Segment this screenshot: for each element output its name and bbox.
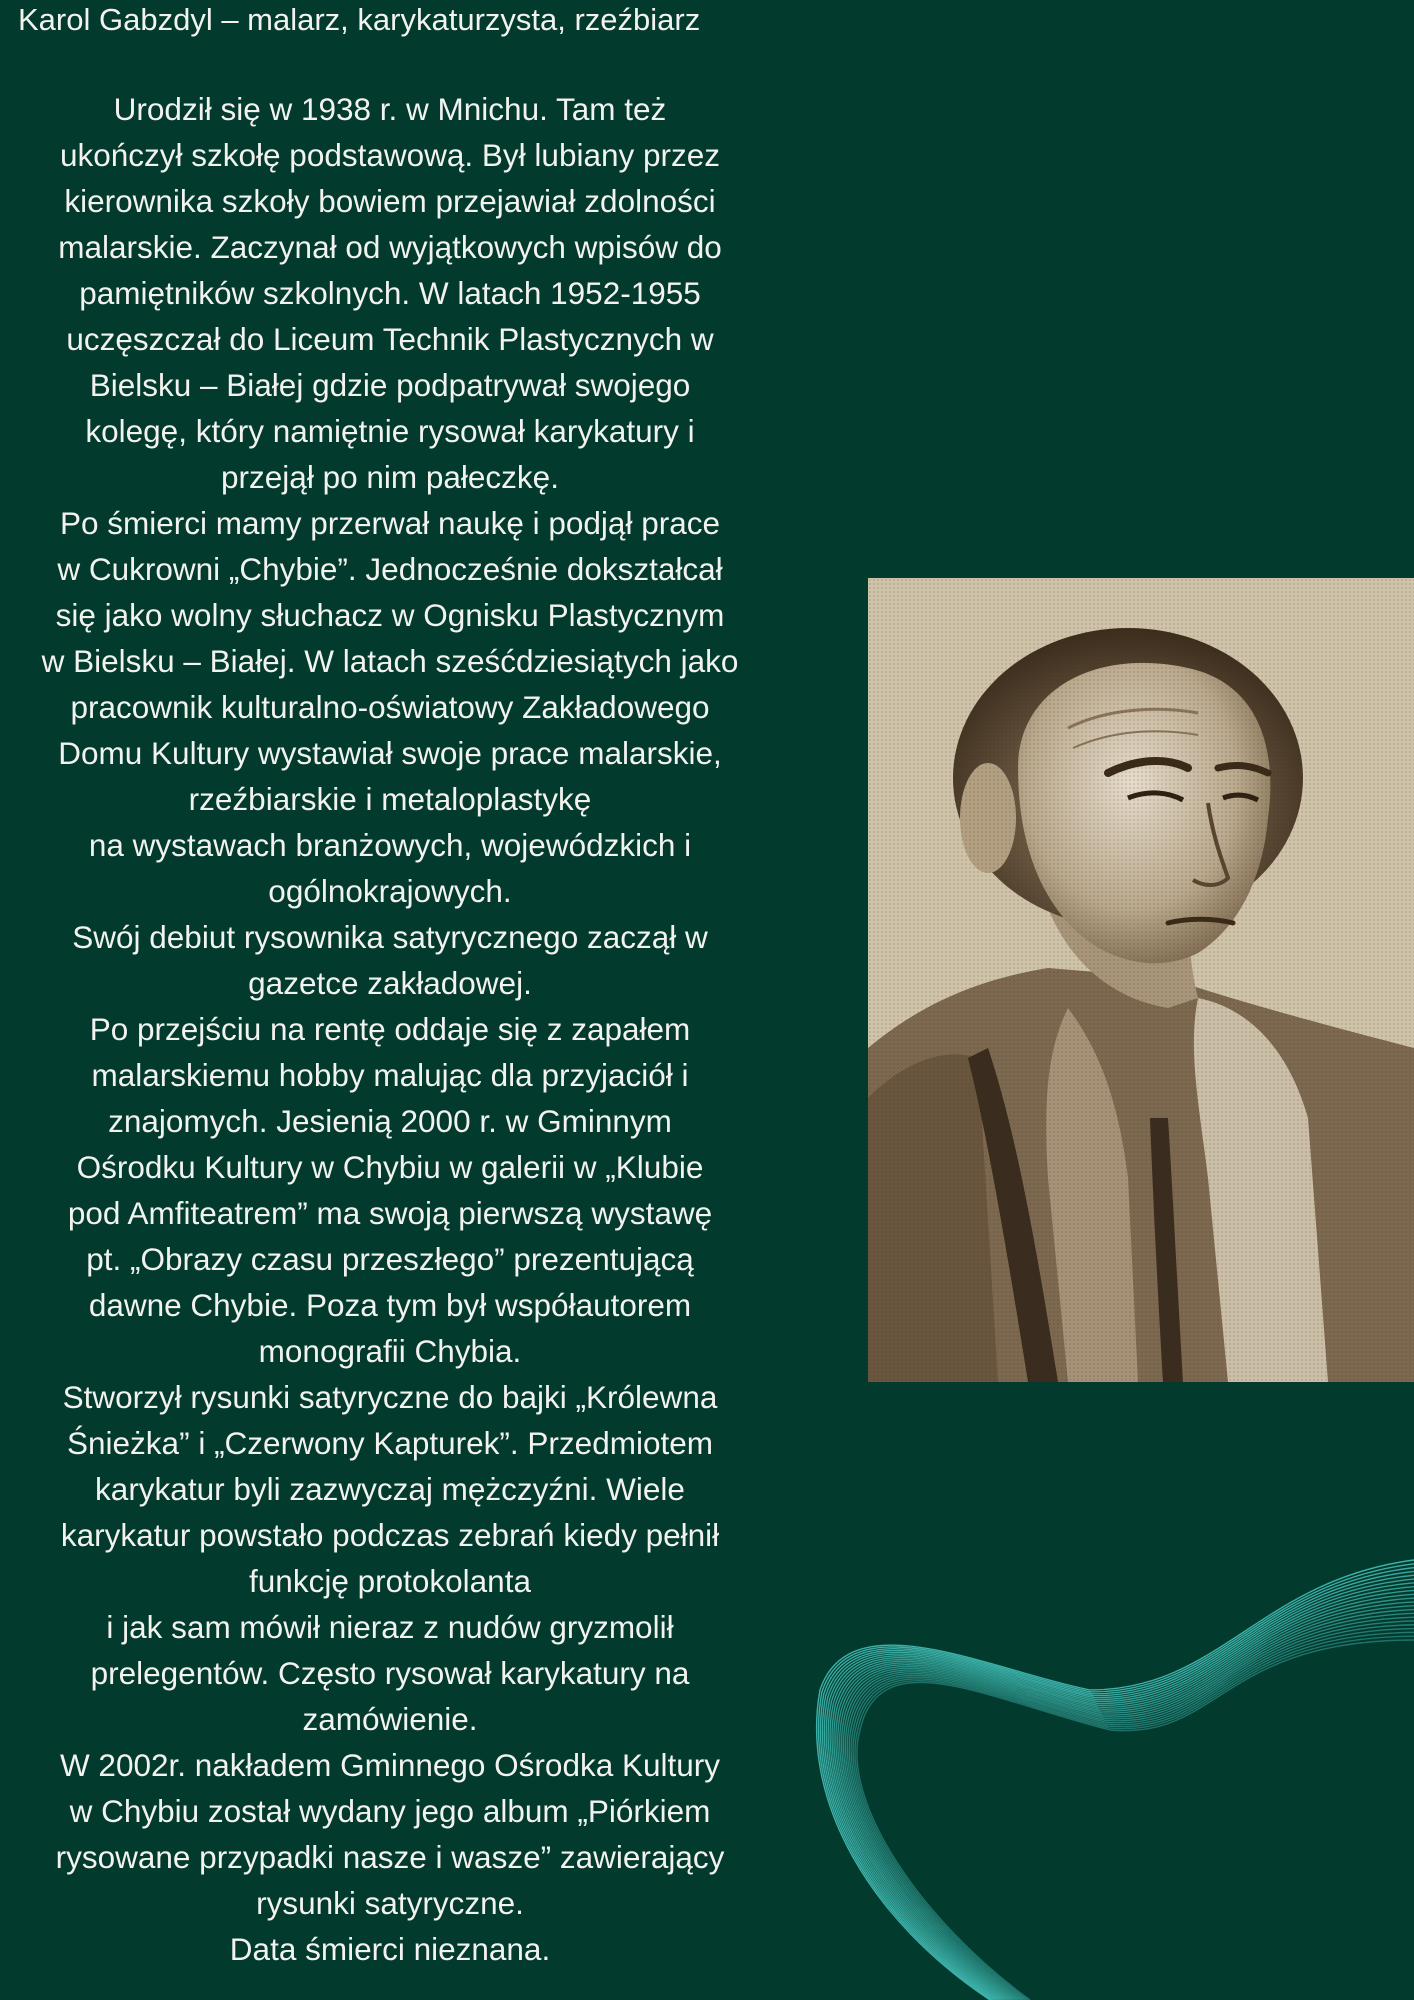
text-line: pt. „Obrazy czasu przeszłego” prezentującą [86, 1241, 694, 1277]
text-line: Po śmierci mamy przerwał naukę i podjął prace [59, 505, 720, 541]
text-line: Stworzył rysunki satyryczne do bajki „Królewna [62, 1379, 718, 1415]
text-line: ogólnokrajowych. [268, 873, 512, 909]
text-line: pracownik kulturalno-oświatowy Zakładowego [70, 689, 710, 725]
text-line: rzeźbiarskie i metaloplastykę [188, 781, 592, 817]
decorative-waves [790, 1500, 1414, 2000]
text-line: pamiętników szkolnych. W latach 1952-1955 [79, 275, 701, 311]
text-line: gazetce zakładowej. [248, 965, 532, 1001]
text-line: w Chybiu został wydany jego album „Piórkiem [69, 1793, 711, 1829]
text-line: Bielsku – Białej gdzie podpatrywał swojego [89, 367, 691, 403]
text-line: Ośrodku Kultury w Chybiu w galerii w „Klubie [76, 1149, 704, 1185]
text-line: uczęszczał do Liceum Technik Plastycznych w [66, 321, 714, 357]
text-line: karykatur powstało podczas zebrań kiedy pełnił [60, 1517, 720, 1553]
text-line: malarskiemu hobby malując dla przyjaciół i [91, 1057, 689, 1093]
text-line: się jako wolny słuchacz w Ognisku Plastycznym [55, 597, 725, 633]
text-line: kolegę, który namiętnie rysował karykatury i [85, 413, 695, 449]
text-line: Śnieżka” i „Czerwony Kapturek”. Przedmiotem [67, 1425, 713, 1461]
text-line: prelegentów. Często rysował karykatury na [90, 1655, 690, 1691]
wave-line [817, 1560, 1414, 2000]
text-line: rysunki satyryczne. [256, 1885, 524, 1921]
text-line: zamówienie. [302, 1701, 478, 1737]
text-line: W 2002r. nakładem Gminnego Ośrodka Kultury [59, 1747, 721, 1783]
text-line: w Bielsku – Białej. W latach sześćdziesiątych jako [41, 643, 739, 679]
portrait-photo [868, 578, 1414, 1382]
text-line: Urodził się w 1938 r. w Mnichu. Tam też [113, 91, 667, 127]
wave-line [819, 1564, 1414, 2000]
text-line: i jak sam mówił nieraz z nudów gryzmolił [106, 1609, 674, 1645]
text-line: znajomych. Jesienią 2000 r. w Gminnym [108, 1103, 672, 1139]
page-title: Karol Gabzdyl – malarz, karykaturzysta, rzeźbiarz [18, 2, 701, 37]
text-line: ukończył szkołę podstawową. Był lubiany przez [59, 137, 721, 173]
text-line: przejął po nim pałeczkę. [221, 459, 559, 495]
text-line: kierownika szkoły bowiem przejawiał zdolności [64, 183, 716, 219]
text-line: funkcję protokolanta [249, 1563, 531, 1599]
text-line: Swój debiut rysownika satyrycznego zaczął w [72, 919, 708, 955]
text-line: Data śmierci nieznana. [229, 1931, 551, 1967]
text-line: malarskie. Zaczynał od wyjątkowych wpisów do [58, 229, 722, 265]
biography-text [10, 86, 770, 1972]
text-line: pod Amfiteatrem” ma swoją pierwszą wystawę [67, 1195, 713, 1231]
text-line: w Cukrowni „Chybie”. Jednocześnie dokształcał [57, 551, 723, 587]
text-line: Po przejściu na rentę oddaje się z zapałem [89, 1011, 691, 1047]
text-line: dawne Chybie. Poza tym był współautorem [88, 1287, 692, 1323]
text-line: Domu Kultury wystawiał swoje prace malarskie, [58, 735, 722, 771]
text-line: monografii Chybia. [258, 1333, 522, 1369]
text-line: karykatur byli zazwyczaj mężczyźni. Wiele [95, 1471, 685, 1507]
text-line: rysowane przypadki nasze i wasze” zawierający [55, 1839, 725, 1875]
text-line: na wystawach branżowych, wojewódzkich i [88, 827, 692, 863]
